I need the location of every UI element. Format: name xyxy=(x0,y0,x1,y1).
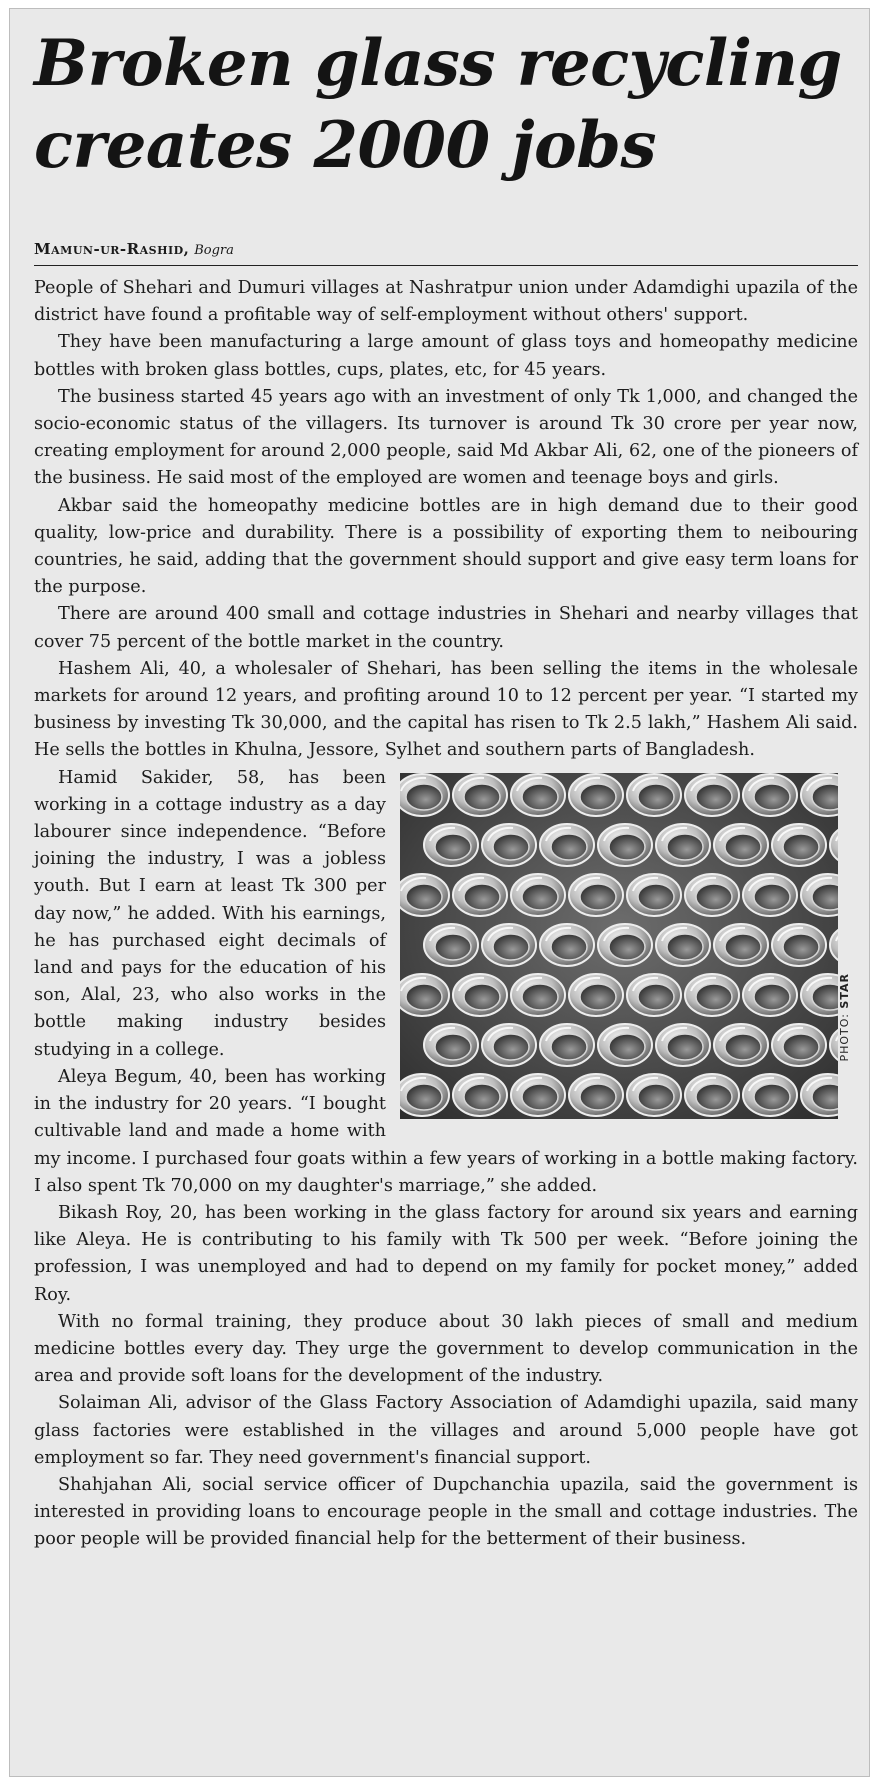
bottle-opening xyxy=(667,834,703,860)
paragraph: The business started 45 years ago with an investment of only Tk 1,000, and changed the socio-economic status of the villagers. Its turnover is around Tk 30 crore per year now, creating employment for around 2,000 people, said Md Akbar Ali, 62, one of the pioneers of the business. He said most of the employed are women and teenage boys and girls. xyxy=(34,386,858,489)
paragraph: People of Shehari and Dumuri villages at Nashratpur union under Adamdighi upazila of the district have found a profitable way of self-employment without others' support. xyxy=(34,278,858,326)
bottle-opening xyxy=(725,834,761,860)
paragraph: Akbar said the homeopathy medicine bottles are in high demand due to their good quality, low-price and durability. There is a possibility of exporting them to neibouring countries, he said, adding that the government should support and give easy term loans for the purpose. xyxy=(34,495,858,598)
byline-author: Mamun-ur-Rashid, xyxy=(34,240,190,258)
photo-block xyxy=(400,773,858,1125)
paragraph: With no formal training, they produce about 30 lakh pieces of small and medium medicine bottles every day. They urge the government to develop communication in the area and provide soft loans for the development of the industry. xyxy=(34,1311,858,1387)
glass-bottles-photo xyxy=(400,773,838,1119)
paragraph: Bikash Roy, 20, has been working in the glass factory for around six years and earning like Aleya. He is contributing to his family with Tk 500 per week. “Before joining the profession, I was unemployed and had to depend on my family for pocket money,” added Roy. xyxy=(34,1202,858,1305)
bottle-opening xyxy=(696,884,732,910)
bottle-opening xyxy=(725,1034,761,1060)
byline xyxy=(34,239,854,261)
bottle-opening xyxy=(783,1034,819,1060)
byline-rule xyxy=(34,265,858,266)
bottle-opening xyxy=(667,934,703,960)
bottle-opening xyxy=(696,784,732,810)
paragraph: Aleya Begum, 40, been has working in the industry for 20 years. “I bought cultivable land and made a home with my income. I purchased four goats within a few years of working in a bottle making factory. I also spent Tk 70,000 on my daughter's marriage,” she added. xyxy=(34,1066,858,1196)
bottle-opening xyxy=(435,1034,471,1060)
bottle-opening xyxy=(754,884,790,910)
bottle-opening xyxy=(522,1084,558,1110)
bottle-opening xyxy=(406,984,442,1010)
bottle-opening xyxy=(667,1034,703,1060)
paragraph: Hamid Sakider, 58, has been working in a cottage industry as a day labourer since independence. “Before joining the industry, I was a jobless youth. But I earn at least Tk 300 per day now,” he added. With his earnings, he has purchased eight decimals of land and pays for the education of his son, Alal, 23, who also works in the bottle making industry besides studying in a college. xyxy=(34,767,386,1060)
bottle-opening xyxy=(551,934,587,960)
bottle-opening xyxy=(696,984,732,1010)
paragraph: Solaiman Ali, advisor of the Glass Factory Association of Adamdighi upazila, said many glass factories were established in the villages and around 5,000 people have got employment so far. They need government's financial support. xyxy=(34,1393,858,1468)
bottle-opening xyxy=(580,1084,616,1110)
bottle-opening xyxy=(464,984,500,1010)
paragraph: Shahjahan Ali, social service officer of Dupchanchia upazila, said the government is interested in providing loans to encourage people in the small and cottage industries. The poor people will be provided financial help for the betterment of their business. xyxy=(34,1474,858,1550)
photo-credit-label: PHOTO: xyxy=(837,1012,851,1062)
paragraph: There are around 400 small and cottage industries in Shehari and nearby villages that cover 75 percent of the bottle market in the country. xyxy=(34,604,858,652)
bottle-opening xyxy=(638,884,674,910)
bottle-opening xyxy=(406,784,442,810)
bottle-opening xyxy=(638,1084,674,1110)
bottle-opening xyxy=(638,784,674,810)
bottle-opening xyxy=(464,784,500,810)
bottle-opening xyxy=(754,984,790,1010)
bottle-opening xyxy=(783,834,819,860)
photo-credit-source: STAR xyxy=(837,972,851,1009)
glass-bottles-image xyxy=(400,773,838,1119)
paragraph: Hashem Ali, 40, a wholesaler of Shehari, has been selling the items in the wholesale markets for around 12 years, and profiting around 10 to 12 percent per year. “I started my business by investing Tk 30,000, and the capital has risen to Tk 2.5 lakh,” Hashem Ali said. He sells the bottles in Khulna, Jessore, Sylhet and southern parts of Bangladesh. xyxy=(34,658,858,761)
bottle-opening xyxy=(638,984,674,1010)
bottle-opening xyxy=(551,834,587,860)
bottle-opening xyxy=(522,884,558,910)
bottle-opening xyxy=(406,1084,442,1110)
bottle-opening xyxy=(609,834,645,860)
bottle-opening xyxy=(580,784,616,810)
bottle-opening xyxy=(551,1034,587,1060)
bottle-opening xyxy=(696,1084,732,1110)
bottle-opening xyxy=(725,934,761,960)
bottle-opening xyxy=(754,1084,790,1110)
bottle-opening xyxy=(522,984,558,1010)
bottle-opening xyxy=(435,834,471,860)
bottle-opening xyxy=(406,884,442,910)
bottle-opening xyxy=(493,1034,529,1060)
bottle-opening xyxy=(493,934,529,960)
bottle-opening xyxy=(580,984,616,1010)
article-body xyxy=(34,275,858,1554)
byline-location: Bogra xyxy=(194,243,234,258)
bottle-opening xyxy=(435,934,471,960)
headline: Broken glass recycling creates 2000 jobs xyxy=(34,26,842,183)
newspaper-clipping xyxy=(9,8,870,1777)
bottle-opening xyxy=(522,784,558,810)
bottle-opening xyxy=(580,884,616,910)
bottle-opening xyxy=(493,834,529,860)
bottle-opening xyxy=(783,934,819,960)
bottle-opening xyxy=(609,1034,645,1060)
paragraph: They have been manufacturing a large amount of glass toys and homeopathy medicine bottles with broken glass bottles, cups, plates, etc, for 45 years. xyxy=(34,332,858,380)
bottle-opening xyxy=(609,934,645,960)
bottle-opening xyxy=(464,884,500,910)
bottle-opening xyxy=(464,1084,500,1110)
bottle-opening xyxy=(754,784,790,810)
photo-credit xyxy=(831,973,858,1062)
